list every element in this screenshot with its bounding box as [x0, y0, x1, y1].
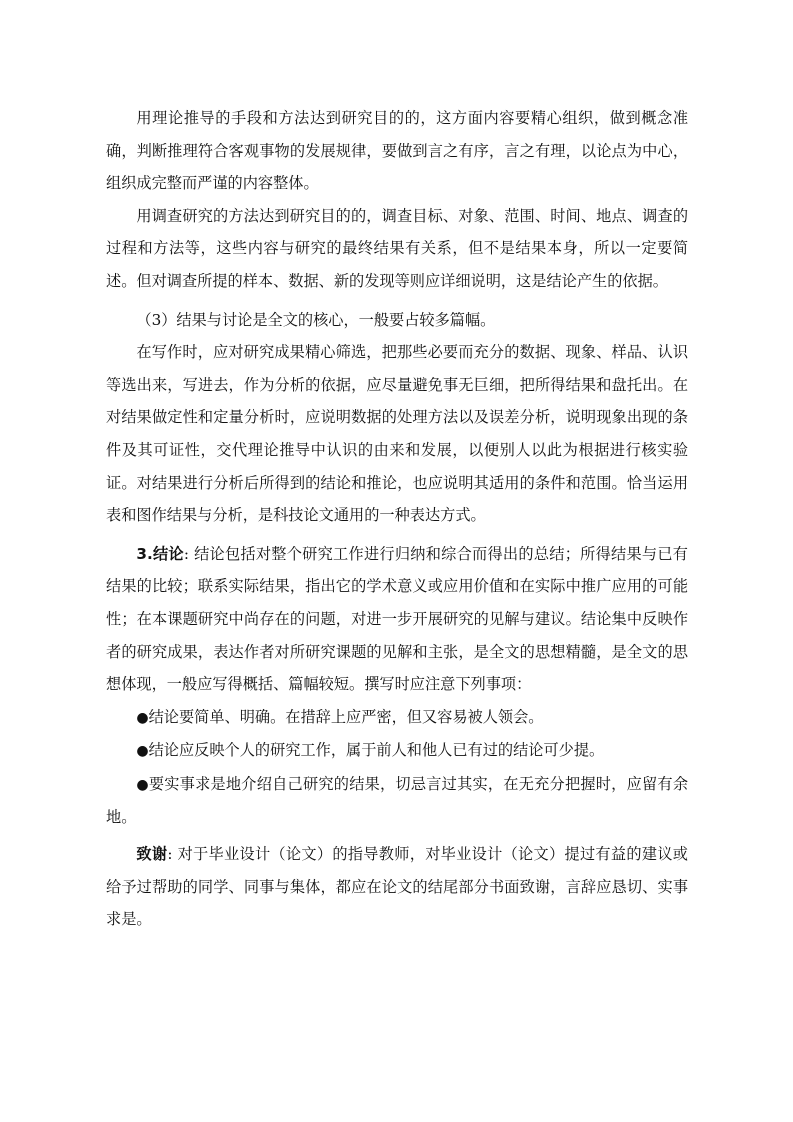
bullet-item-1: [106, 701, 688, 735]
paragraph-conclusion: [106, 538, 688, 701]
bullet-text-2: 结论应反映个人的研究工作，属于前人和他人已有过的结论可少提。: [148, 741, 605, 760]
paragraph-writing: 在写作时，应对研究成果精心筛选，把那些必要而充分的数据、现象、样品、认识等选出来，写进去，作为分析的依据，应尽量避免事无巨细，把所得结果和盘托出。在对结果做定性和定量分析时，应说明数据的处理方法以及误差分析，说明现象出现的条件及其可证性，交代理论推导中认识的由来和发展，以便别人以此为根据进行核实验证。对结果进行分析后所得到的结论和推论，也应说明其适用的条件和范围。恰当运用表和图作结果与分析，是科技论文通用的一种表达方式。: [106, 343, 688, 525]
document-body: [106, 102, 688, 936]
bullet-icon: ●: [136, 776, 149, 793]
acknowledgement-text: : 对于毕业设计（论文）的指导教师，对毕业设计（论文）提过有益的建议或给予过帮助的同学、同事与集体，都应在论文的结尾部分书面致谢，言辞应恳切、实事求是。: [106, 845, 688, 929]
paragraph-results-heading: （3）结果与讨论是全文的核心，一般要占较多篇幅。: [136, 310, 496, 329]
paragraph-acknowledgement: [106, 838, 688, 936]
acknowledgement-heading: 致谢: [136, 845, 168, 864]
bullet-text-3: 要实事求是地介绍自己研究的结果，切忌言过其实，在无充分把握时，应留有余地。: [106, 774, 689, 827]
paragraph-theory: 用理论推导的手段和方法达到研究目的的，这方面内容要精心组织，做到概念准确，判断推理符合客观事物的发展规律，要做到言之有序，言之有理，以论点为中心，组织成完整而严谨的内容整体。: [106, 109, 688, 193]
conclusion-text: : 结论包括对整个研究工作进行归纳和综合而得出的总结；所得结果与已有结果的比较；联系实际结果，指出它的学术意义或应用价值和在实际中推广应用的可能性；在本课题研究中尚存在的问题，对进一步开展研究的见解与建议。结论集中反映作者的研究成果，表达作者对所研究课题的见解和主张，是全文的思想精髓，是全文的思想体现，一般应写得概括、篇幅较短。撰写时应注意下列事项：: [106, 544, 688, 694]
bullet-item-3: [106, 768, 688, 834]
bullet-item-2: [106, 734, 688, 768]
bullet-icon: ●: [136, 709, 149, 726]
bullet-text-1: 结论要简单、明确。在措辞上应严密，但又容易被人领会。: [148, 707, 544, 726]
paragraph-survey: 用调查研究的方法达到研究目的的，调查目标、对象、范围、时间、地点、调查的过程和方法等，这些内容与研究的最终结果有关系，但不是结果本身，所以一定要简述。但对调查所提的样本、数据、新的发现等则应详细说明，这是结论产生的依据。: [106, 206, 688, 290]
bullet-icon: ●: [136, 743, 149, 760]
conclusion-heading: 3.结论: [136, 544, 184, 563]
